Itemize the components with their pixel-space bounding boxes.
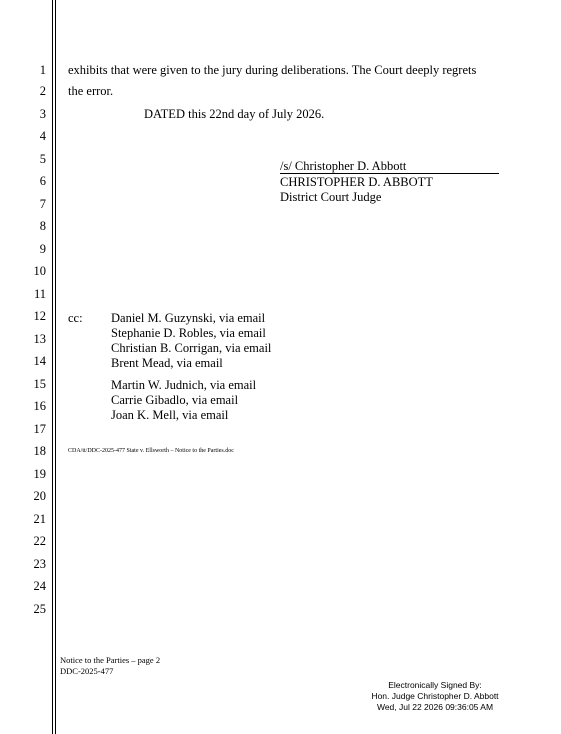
line-number: 20 [33, 489, 46, 503]
cc-recipient: Stephanie D. Robles, via email [111, 326, 266, 340]
line-number: 1 [39, 63, 46, 77]
line-number: 8 [39, 219, 46, 233]
cc-recipient: Joan K. Mell, via email [111, 408, 229, 422]
signer-title: District Court Judge [280, 190, 382, 204]
body-line-2: the error. [68, 84, 114, 98]
electronic-signature-stamp [340, 680, 530, 713]
line-number: 21 [33, 512, 46, 526]
line-number: 16 [33, 399, 46, 413]
footer-case-number: DDC-2025-477 [60, 666, 114, 676]
line-number: 6 [39, 174, 46, 188]
cc-recipient: Martin W. Judnich, via email [111, 378, 257, 392]
file-reference: CDA/tt/DDC-2025-477 State v. Ellsworth – Notice to the Parties.doc [68, 448, 234, 454]
line-number: 24 [33, 579, 46, 593]
line-number: 10 [33, 264, 46, 278]
line-number: 13 [33, 332, 46, 346]
line-number: 22 [33, 534, 46, 548]
line-number: 11 [33, 287, 46, 301]
line-number: 4 [39, 129, 46, 143]
cc-recipient: Carrie Gibadlo, via email [111, 393, 239, 407]
line-number: 3 [39, 107, 46, 121]
footer-title: Notice to the Parties – page 2 [60, 655, 161, 665]
cc-recipient: Christian B. Corrigan, via email [111, 341, 272, 355]
line-number: 23 [33, 557, 46, 571]
dated-line: DATED this 22nd day of July 2026. [144, 107, 325, 121]
signer-name: CHRISTOPHER D. ABBOTT [280, 175, 433, 189]
esign-line-3: Wed, Jul 22 2026 09:36:05 AM [376, 702, 494, 712]
esign-line-1: Electronically Signed By: [388, 680, 482, 690]
line-number: 19 [33, 467, 46, 481]
line-number: 2 [39, 84, 46, 98]
line-number: 14 [33, 354, 46, 368]
margin-rule-outer [52, 0, 53, 734]
line-number: 25 [33, 602, 46, 616]
line-number: 9 [39, 242, 46, 256]
line-number: 18 [33, 444, 46, 458]
line-number: 15 [33, 377, 46, 391]
cc-recipient: Brent Mead, via email [111, 356, 223, 370]
margin-rule-inner [55, 0, 56, 734]
line-number: 12 [33, 309, 46, 323]
body-line-1: exhibits that were given to the jury during deliberations. The Court deeply regrets [68, 63, 477, 77]
esign-line-2: Hon. Judge Christopher D. Abbott [371, 691, 499, 701]
cc-recipient: Daniel M. Guzynski, via email [111, 311, 266, 325]
line-number: 17 [33, 422, 46, 436]
conformed-signature: /s/ Christopher D. Abbott [280, 159, 499, 174]
line-number: 5 [39, 152, 46, 166]
line-number: 7 [39, 197, 46, 211]
cc-label: cc: [68, 311, 83, 325]
